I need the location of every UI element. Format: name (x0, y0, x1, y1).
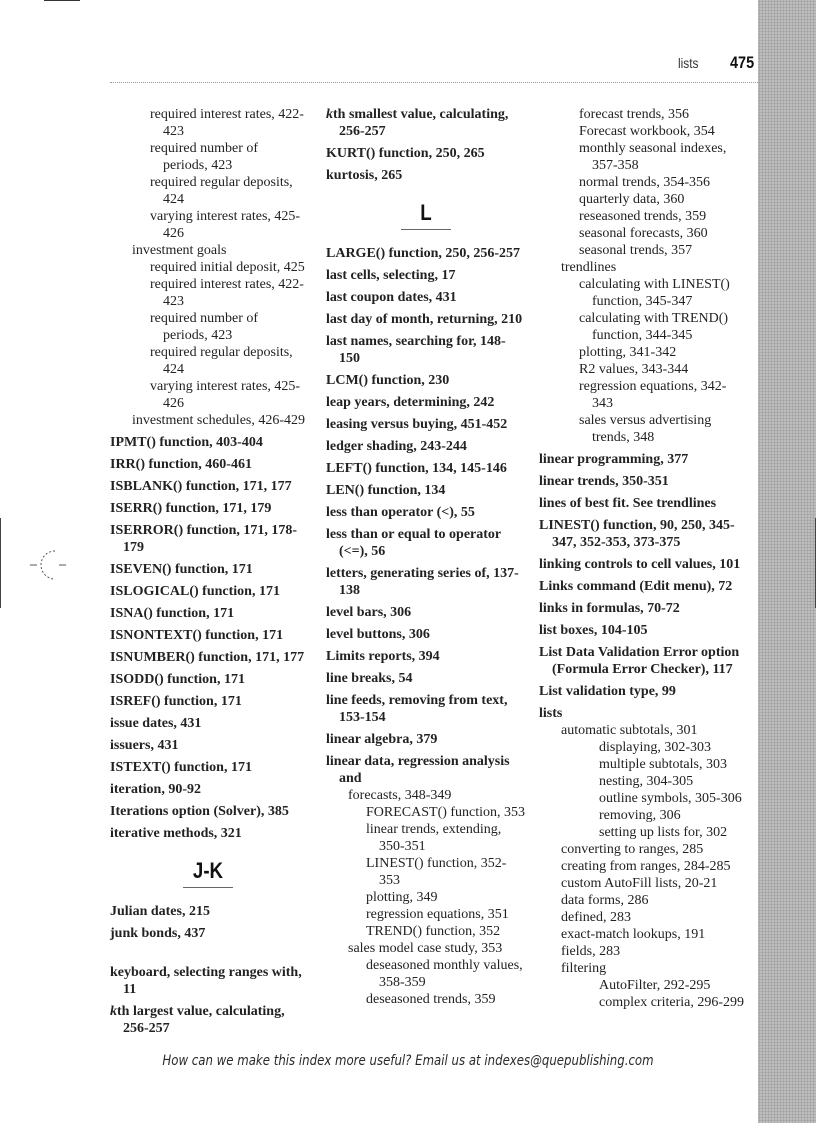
index-entry: issuers, 431 (110, 738, 179, 753)
index-entry: KURT() function, 250, 265 (326, 146, 485, 161)
index-entry: ISNA() function, 171 (110, 606, 235, 621)
index-subentry: forecasts, 348-349 (348, 788, 452, 803)
index-entry: ledger shading, 243-244 (326, 439, 467, 454)
index-entry: letters, generating series of, 137-138 (326, 566, 519, 598)
letter-heading (110, 857, 306, 888)
index-subentry: trendlines (561, 260, 617, 275)
index-entry: level bars, 306 (326, 605, 412, 620)
index-entry (326, 106, 526, 140)
footer-feedback-note: How can we make this index more useful? Email us at indexes@quepublishing.com (162, 1053, 654, 1069)
index-subentry: calculating with LINEST() function, 345-347 (579, 277, 730, 309)
index-subentry: automatic subtotals, 301 (561, 723, 698, 738)
thumb-index-tab (758, 0, 816, 1123)
index-subentry: displaying, 302-303 (599, 740, 711, 755)
index-entry: LINEST() function, 90, 250, 345-347, 352-353, 373-375 (539, 518, 735, 550)
index-entry: linear programming, 377 (539, 452, 689, 467)
index-subentry: removing, 306 (599, 808, 681, 823)
index-subentry: required regular deposits, 424 (150, 345, 293, 377)
index-entry: keyboard, selecting ranges with, 11 (110, 965, 302, 997)
index-entry: linear trends, 350-351 (539, 474, 669, 489)
index-subentry: custom AutoFill lists, 20-21 (561, 876, 718, 891)
index-subentry: required number of periods, 423 (150, 311, 259, 343)
index-subentry: required regular deposits, 424 (150, 175, 293, 207)
index-subentry: linear trends, extending, 350-351 (366, 822, 502, 854)
index-entry: junk bonds, 437 (110, 926, 206, 941)
index-entry: lines of best fit. See trendlines (539, 496, 717, 511)
index-subentry: plotting, 349 (366, 890, 438, 905)
index-entry: linking controls to cell values, 101 (539, 557, 741, 572)
index-entry: LEFT() function, 134, 145-146 (326, 461, 507, 476)
page-number: 475 (730, 53, 755, 72)
index-subentry: seasonal forecasts, 360 (579, 226, 708, 241)
index-entry: last coupon dates, 431 (326, 290, 457, 305)
index-entry: issue dates, 431 (110, 716, 202, 731)
index-subentry: deseasoned monthly values, 358-359 (366, 958, 523, 990)
letter-heading-rule (183, 887, 233, 888)
index-entry-italic-prefix: k (110, 1004, 117, 1019)
index-entry: leasing versus buying, 451-452 (326, 417, 508, 432)
index-entry: list boxes, 104-105 (539, 623, 648, 638)
left-margin-bar (0, 518, 1, 608)
index-entry: ISODD() function, 171 (110, 672, 245, 687)
index-subentry: required number of periods, 423 (150, 141, 259, 173)
letter-heading-rule (401, 229, 451, 230)
index-subentry: fields, 283 (561, 944, 621, 959)
index-subentry: varying interest rates, 425-426 (150, 209, 301, 241)
index-subentry: filtering (561, 961, 607, 976)
index-subentry: setting up lists for, 302 (599, 825, 728, 840)
index-entry: kurtosis, 265 (326, 168, 403, 183)
index-subentry: nesting, 304-305 (599, 774, 694, 789)
index-subentry: required interest rates, 422-423 (150, 107, 304, 139)
index-entry: ISLOGICAL() function, 171 (110, 584, 280, 599)
index-subentry: deseasoned trends, 359 (366, 992, 496, 1007)
index-entry: List validation type, 99 (539, 684, 676, 699)
index-subentry: Forecast workbook, 354 (579, 124, 715, 139)
letter-heading-text: J-K (192, 858, 224, 883)
index-entry: lists (539, 706, 563, 721)
crop-mark (44, 0, 80, 1)
index-entry: LCM() function, 230 (326, 373, 450, 388)
index-subentry: investment goals (132, 243, 227, 258)
index-subentry: R2 values, 343-344 (579, 362, 689, 377)
index-entry: ISEVEN() function, 171 (110, 562, 253, 577)
index-entry: level buttons, 306 (326, 627, 430, 642)
index-entry: last day of month, returning, 210 (326, 312, 523, 327)
index-subentry: plotting, 341-342 (579, 345, 677, 360)
index-entry: ISERR() function, 171, 179 (110, 501, 272, 516)
index-entry: ISTEXT() function, 171 (110, 760, 252, 775)
index-entry: Iterations option (Solver), 385 (110, 804, 289, 819)
index-entry: linear data, regression analysis and (326, 754, 510, 786)
index-entry: iterative methods, 321 (110, 826, 242, 841)
index-entry: last cells, selecting, 17 (326, 268, 456, 283)
registration-mark-icon (28, 545, 68, 585)
index-subentry: required interest rates, 422-423 (150, 277, 304, 309)
index-entry: Limits reports, 394 (326, 649, 440, 664)
index-entry: LARGE() function, 250, 256-257 (326, 246, 521, 261)
index-entry: ISREF() function, 171 (110, 694, 242, 709)
header-rule (110, 82, 758, 83)
index-subentry: LINEST() function, 352-353 (366, 856, 507, 888)
index-subentry: investment schedules, 426-429 (132, 413, 306, 428)
index-entry: ISNONTEXT() function, 171 (110, 628, 284, 643)
index-subentry: regression equations, 351 (366, 907, 509, 922)
index-column-1 (110, 106, 306, 1037)
index-entry: Links command (Edit menu), 72 (539, 579, 733, 594)
index-subentry: regression equations, 342-343 (579, 379, 727, 411)
running-head: lists (678, 55, 699, 71)
index-subentry: AutoFilter, 292-295 (599, 978, 711, 993)
index-column-2 (326, 106, 526, 1008)
index-entry: iteration, 90-92 (110, 782, 201, 797)
spacer (110, 942, 306, 959)
index-subentry: sales model case study, 353 (348, 941, 503, 956)
index-entry-text: th smallest value, calculating, 256-257 (333, 107, 509, 139)
letter-heading-text: L (420, 200, 432, 225)
index-subentry: TREND() function, 352 (366, 924, 501, 939)
index-entry: IRR() function, 460-461 (110, 457, 252, 472)
index-entry-text: th largest value, calculating, 256-257 (117, 1004, 285, 1036)
index-subentry: normal trends, 354-356 (579, 175, 711, 190)
index-entry: List Data Validation Error option (Formula Error Checker), 117 (539, 645, 740, 677)
index-subentry: varying interest rates, 425-426 (150, 379, 301, 411)
index-subentry: monthly seasonal indexes, 357-358 (579, 141, 727, 173)
index-subentry: FORECAST() function, 353 (366, 805, 526, 820)
index-entry: ISBLANK() function, 171, 177 (110, 479, 292, 494)
index-entry: Julian dates, 215 (110, 904, 210, 919)
index-subentry: complex criteria, 296-299 (599, 995, 745, 1010)
index-subentry: exact-match lookups, 191 (561, 927, 706, 942)
index-column-3 (539, 106, 744, 1011)
index-entry: line feeds, removing from text, 153-154 (326, 693, 508, 725)
index-entry: less than operator (<), 55 (326, 505, 475, 520)
index-entry (110, 1003, 306, 1037)
index-entry: IPMT() function, 403-404 (110, 435, 263, 450)
index-entry: linear algebra, 379 (326, 732, 438, 747)
index-subentry: sales versus advertising trends, 348 (579, 413, 712, 445)
index-entry: ISERROR() function, 171, 178-179 (110, 523, 298, 555)
index-entry-italic-prefix: k (326, 107, 333, 122)
index-entry: line breaks, 54 (326, 671, 413, 686)
letter-heading (326, 199, 526, 230)
index-subentry: converting to ranges, 285 (561, 842, 704, 857)
index-subentry: multiple subtotals, 303 (599, 757, 727, 772)
index-entry: LEN() function, 134 (326, 483, 446, 498)
index-entry: leap years, determining, 242 (326, 395, 495, 410)
index-subentry: calculating with TREND() function, 344-345 (579, 311, 729, 343)
index-subentry: seasonal trends, 357 (579, 243, 693, 258)
index-entry: last names, searching for, 148-150 (326, 334, 506, 366)
index-subentry: creating from ranges, 284-285 (561, 859, 731, 874)
index-subentry: outline symbols, 305-306 (599, 791, 742, 806)
index-entry: less than or equal to operator (<=), 56 (326, 527, 501, 559)
index-subentry: reseasoned trends, 359 (579, 209, 707, 224)
index-entry: ISNUMBER() function, 171, 177 (110, 650, 305, 665)
index-subentry: required initial deposit, 425 (150, 260, 305, 275)
index-subentry: forecast trends, 356 (579, 107, 690, 122)
index-subentry: defined, 283 (561, 910, 631, 925)
index-subentry: quarterly data, 360 (579, 192, 685, 207)
index-subentry: data forms, 286 (561, 893, 649, 908)
index-entry: links in formulas, 70-72 (539, 601, 680, 616)
